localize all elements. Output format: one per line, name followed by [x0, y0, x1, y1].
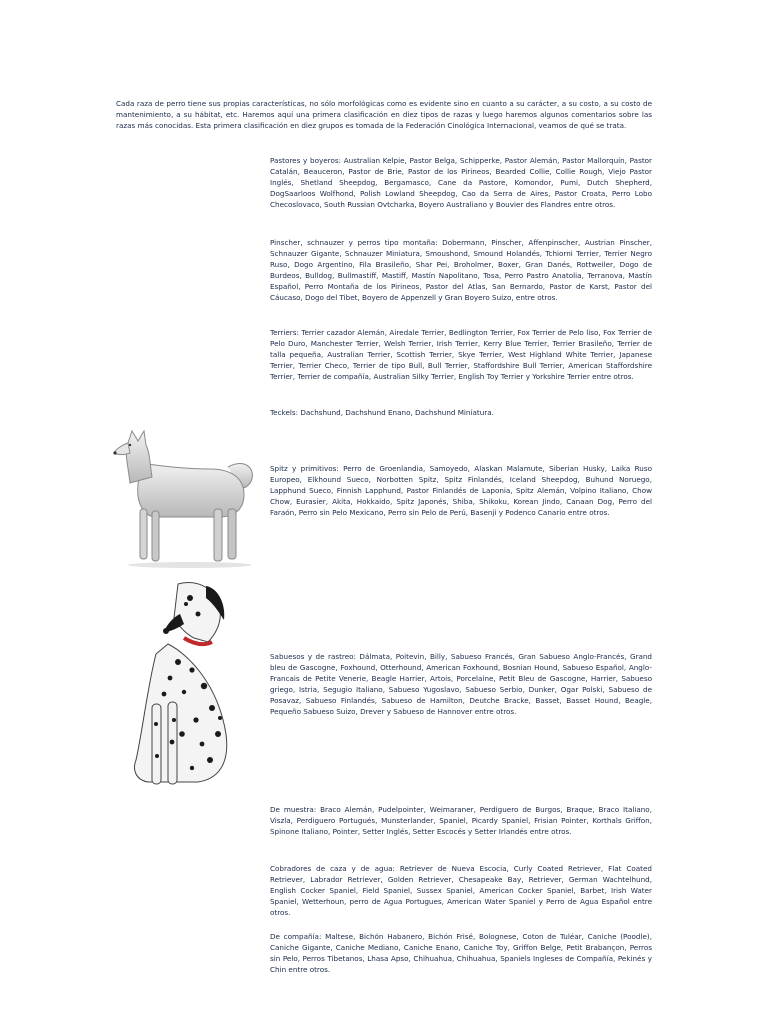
group-compania-paragraph: De compañía: Maltese, Bichón Habanero, Bichón Frisé, Bolognese, Coton de Tuléar, Caniche (Poodle), Caniche Gigante, Caniche Mediano, Caniche Enano, Caniche Toy, Griffon Belge, Petit Brabançon, Perros sin Pelo, Perros Tibetanos, Lhasa Apso, Chihuahua, Chihuahua, Spaniels Ingleses de Compañía, Pekinés y Chin entre otros.	[270, 932, 652, 974]
group-muestra-paragraph: De muestra: Braco Alemán, Pudelpointer, Weimaraner, Perdiguero de Burgos, Braque, Braco Italiano, Viszla, Perdiguero Portugués, Munsterlander, Spaniel, Picardy Spaniel, Frisian Pointer, Korthals Griffon, Spinone Italiano, Pointer, Setter Inglés, Setter Escocés y Setter Irlandés entre otros.	[270, 805, 652, 836]
group-terriers-paragraph: Terriers: Terrier cazador Alemán, Airedale Terrier, Bedlington Terrier, Fox Terrier de Pelo liso, Fox Terrier de Pelo Duro, Manchester Terrier, Welsh Terrier, Irish Terrier, Kerry Blue Terrier, Terrier Brasileño, Terrier de talla pequeña, Australian Terrier, Scottish Terrier, Skye Terrier, West Highland White Terrier, Japanese Terrier, Terrier Checo, Terrier de tipo Bull, Bull Terrier, Staffordshire Bull Terrier, American Staffordshire Terrier, Terrier de compañía, Australian Silky Terrier, English Toy Terrier y Yorkshire Terrier entre otros.	[270, 328, 652, 381]
group-pinscher-paragraph: Pinscher, schnauzer y perros tipo montaña: Dobermann, Pinscher, Affenpinscher, Austrian Pinscher, Schnauzer Gigante, Schnauzer Miniatura, Smoushond, Smound Holandés, Tchiorni Terrier, Terrier Negro Ruso, Dogo Argentino, Fila Brasileño, Shar Pei, Broholmer, Boxer, Gran Danés, Rottweiler, Dogo de Burdeos, Bulldog, Bullmastiff, Mastiff, Mastín Napolitano, Tosa, Perro Pastro Anatolia, Terranova, Mastín Español, Perro Montaña de los Pirineos, Pastor del Atlas, San Bernardo, Pastor de Karst, Pastor del Cáucaso, Dogo del Tibet, Boyero de Appenzell y Gran Boyero Suizo, entre otros.	[270, 238, 652, 302]
group-pastores-paragraph: Pastores y boyeros: Australian Kelpie, Pastor Belga, Schipperke, Pastor Alemán, Pastor Mallorquín, Pastor Catalán, Beauceron, Pastor de Brie, Pastor de los Pirineos, Bearded Collie, Collie Rough, Viejo Pastor Inglés, Shetland Sheepdog, Bergamasco, Cane da Pastore, Komondor, Pumi, Dutch Shepherd, DogSaarloos Wolfhond, Polish Lowland Sheepdog, Cao da Serra de Aires, Pastor Croata, Perro Lobo Checoslovaco, South Russian Ovtcharka, Boyero Australiano y Bouvier des Flandres entre otros.	[270, 156, 652, 209]
group-sabuesos-paragraph: Sabuesos y de rastreo: Dálmata, Poitevin, Billy, Sabueso Francés, Gran Sabueso Anglo-Francés, Grand bleu de Gascogne, Foxhound, Otterhound, American Foxhound, Bosnian Hound, Sabueso Español, Anglo-Francais de Petite Venerie, Beagle Harrier, Artois, Porcelaine, Petit Bleu de Gascogne, Harrier, Sabueso griego, Istria, Segugio Italiano, Sabueso Yugoslavo, Sabueso Serbio, Dunker, Ogar Polski, Sabueso de Posavaz, Sabueso Finlandés, Sabueso de Hamilton, Deutche Bracke, Basset, Basset Hound, Beagle, Pequeño Sabueso Suizo, Drever y Sabueso de Hannover entre otros.	[270, 652, 652, 716]
intro-paragraph: Cada raza de perro tiene sus propias características, no sólo morfológicas como es evidente sino en cuanto a su carácter, a su costo, a su costo de mantenimiento, a su hábitat, etc. Haremos aquí una primera clasificación en diez tipos de razas y luego haremos algunos comentarios sobre las razas más conocidas. Esta primera clasificación en diez grupos es tomada de la Federación Cinológica Internacional, veamos de qué se trata.	[116, 99, 652, 130]
group-spitz-paragraph: Spitz y primitivos: Perro de Groenlandia, Samoyedo, Alaskan Malamute, Siberian Husky, Laika Ruso Europeo, Elkhound Sueco, Norbotten Spitz, Spitz Finlandés, Iceland Sheepdog, Buhund Noruego, Lapphund Sueco, Finnish Lapphund, Pastor Finlandés de Laponia, Spitz Alemán, Volpino Italiano, Chow Chow, Eurasier, Akita, Hokkaido, Spitz Japonés, Shiba, Shikoku, Korean Jindo, Canaan Dog, Perro del Faraón, Perro sin Pelo Mexicano, Perro sin Pelo de Perú, Basenji y Podenco Canario entre otros.	[270, 464, 652, 517]
husky-photo	[110, 425, 260, 570]
group-cobradores-paragraph: Cobradores de caza y de agua: Retriever de Nueva Escocia, Curly Coated Retriever, Flat Coated Retriever, Labrador Retriever, Golden Retriever, Chesapeake Bay, Retriever, German Wachtelhund, English Cocker Spaniel, Field Spaniel, Sussex Spaniel, American Cocker Spaniel, Barbet, Irish Water Spaniel, Wetterhoun, perro de Agua Portugues, American Water Spaniel y Perro de Agua Español entre otros.	[270, 864, 652, 917]
group-teckels-paragraph: Teckels: Dachshund, Dachshund Enano, Dachshund Miniatura.	[270, 408, 494, 417]
dalmatian-photo	[108, 574, 248, 794]
